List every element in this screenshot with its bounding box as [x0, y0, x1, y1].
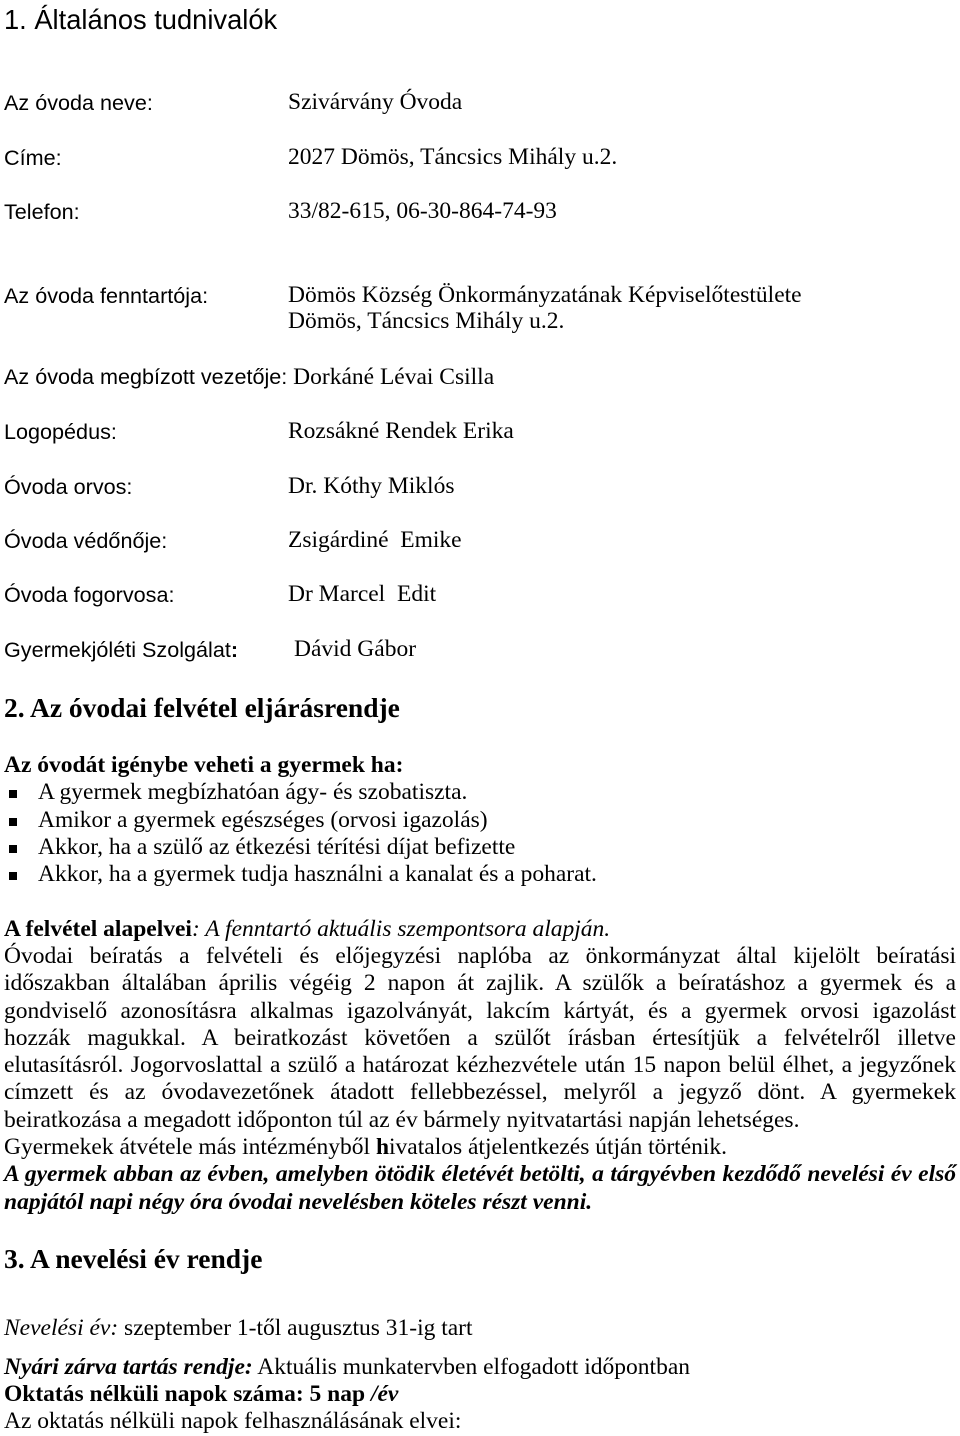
non-teaching-days-unit: /év	[370, 1381, 399, 1407]
info-row-director	[4, 363, 494, 391]
summer-closure-value: Aktuális munkatervben elfogadott időpontban	[257, 1354, 690, 1380]
info-row-health-visitor	[0, 527, 960, 554]
info-row-kindergarten-name	[0, 89, 960, 116]
info-label: Óvoda fogorvosa:	[4, 582, 175, 607]
non-teaching-days-line	[4, 1381, 398, 1408]
info-label: Az óvoda neve:	[4, 90, 153, 115]
summer-closure-line	[4, 1354, 690, 1381]
info-label: Óvoda védőnője:	[4, 528, 168, 553]
info-label: Logopédus:	[4, 419, 117, 444]
enrollment-paragraph	[4, 943, 956, 1216]
school-year-label: Nevelési év:	[4, 1315, 119, 1341]
mandatory-line: napjától napi négy óra óvodai nevelésben köteles részt venni.	[4, 1188, 593, 1215]
paragraph-line: hozzák magukkal. A beiratkozást követően a szülőt írásban értesítjük a felvételről illetve	[4, 1024, 956, 1051]
school-year-line	[4, 1315, 473, 1342]
info-row-maintainer	[0, 282, 960, 336]
list-item-text: Akkor, ha a szülő az étkezési térítési díjat befizette	[38, 833, 516, 860]
info-row-phone	[0, 198, 960, 225]
list-item	[4, 779, 956, 806]
summer-closure-label: Nyári zárva tartás rendje:	[4, 1354, 253, 1380]
school-year-value: szeptember 1-től augusztus 31-ig tart	[124, 1315, 473, 1341]
square-bullet-icon	[9, 818, 17, 826]
info-value: Szivárvány Óvoda	[288, 89, 463, 115]
transfer-text-after: ivatalos átjelentkezés útján történik.	[389, 1134, 728, 1161]
info-label: Telefon:	[4, 199, 80, 224]
non-teaching-days-usage-line: Az oktatás nélküli napok felhasználásának elvei:	[4, 1408, 462, 1434]
info-value: Dr Marcel Edit	[288, 581, 437, 607]
transfer-text-before: Gyermekek átvétele más intézményből	[4, 1134, 371, 1161]
list-item	[4, 807, 956, 834]
square-bullet-icon	[9, 790, 17, 798]
paragraph-line: időszakban általában április végéig 2 napon át zajlik. A szülők a beíratáshoz a gyermek és a	[4, 970, 956, 997]
list-item-text: Akkor, ha a gyermek tudja használni a kanalat és a poharat.	[38, 861, 597, 887]
info-label: Óvoda orvos:	[4, 474, 133, 499]
info-value: 2027 Dömös, Táncsics Mihály u.2.	[288, 144, 618, 170]
non-teaching-days-label: Oktatás nélküli napok száma: 5 nap	[4, 1381, 366, 1407]
info-value: Dorkáné Lévai Csilla	[293, 364, 495, 390]
paragraph-line: elutasításról. Jogorvoslattal a szülő a határozat kézhezvétele után 15 napon belül élhet, a jegyzőnek	[4, 1052, 956, 1079]
info-label: Címe:	[4, 145, 62, 170]
info-value: Dávid Gábor	[294, 636, 417, 662]
section-heading-general: 1. Általános tudnivalók	[4, 4, 278, 35]
principles-line	[4, 916, 956, 943]
paragraph-line: Óvodai beíratás a felvételi és előjegyzési naplóba az önkormányzat által kijelölt beíratási	[4, 943, 956, 969]
eligibility-block	[4, 752, 956, 888]
list-item-text: A gyermek megbízhatóan ágy- és szobatiszta.	[38, 779, 468, 806]
info-label	[4, 636, 238, 663]
info-row-dentist	[0, 581, 960, 608]
info-label: Az óvoda fenntartója:	[4, 283, 209, 308]
info-label-text: Gyermekjóléti Szolgálat	[4, 637, 231, 662]
list-item-text: Amikor a gyermek egészséges (orvosi igazolás)	[38, 806, 488, 833]
square-bullet-icon	[9, 872, 17, 880]
info-label-colon: :	[230, 637, 239, 662]
list-item	[4, 861, 956, 888]
info-row-child-welfare	[0, 636, 960, 663]
principles-text: : A fenntartó aktuális szempontsora alapján.	[191, 916, 611, 942]
paragraph-line: címzett és az óvodavezetőnek átadott fellebbezéssel, melyről a jegyző dönt. A gyermekek	[4, 1079, 956, 1106]
info-value-line-2: Dömös, Táncsics Mihály u.2.	[288, 308, 565, 334]
principles-label: A felvétel alapelvei	[4, 916, 192, 942]
info-row-address	[0, 144, 960, 171]
info-row-speech-therapist	[0, 418, 960, 445]
paragraph-line: beiratkozása a megadott időponton túl az év bármely nyitvatartási napján lehetséges.	[4, 1106, 800, 1133]
list-item	[4, 834, 956, 861]
transfer-text-bold: h	[375, 1134, 390, 1161]
info-label: Az óvoda megbízott vezetője:	[4, 364, 288, 389]
info-value-line-1: Dömös Község Önkormányzatának Képviselőtestülete	[288, 282, 802, 308]
eligibility-title: Az óvodát igénybe veheti a gyermek ha:	[4, 752, 404, 778]
info-value: Dr. Kóthy Miklós	[288, 473, 455, 499]
mandatory-line: A gyermek abban az évben, amelyben ötödik életévét betölti, a tárgyévben kezdődő nevelési év első	[4, 1161, 956, 1188]
section-heading-year: 3. A nevelési év rendje	[4, 1243, 263, 1274]
principles-text-line	[4, 916, 956, 943]
info-value: Rozsákné Rendek Erika	[288, 418, 514, 444]
info-row-doctor	[0, 473, 960, 500]
paragraph-line: gondviselő azonosításra alkalmas igazolványát, lakcím kártyát, és a gyermek orvosi igazolást	[4, 997, 956, 1024]
info-value: Zsigárdiné Emike	[288, 527, 462, 553]
section-heading-admission: 2. Az óvodai felvétel eljárásrendje	[4, 692, 400, 723]
info-value: 33/82-615, 06-30-864-74-93	[288, 198, 557, 224]
transfer-line	[4, 1134, 956, 1161]
square-bullet-icon	[9, 845, 17, 853]
